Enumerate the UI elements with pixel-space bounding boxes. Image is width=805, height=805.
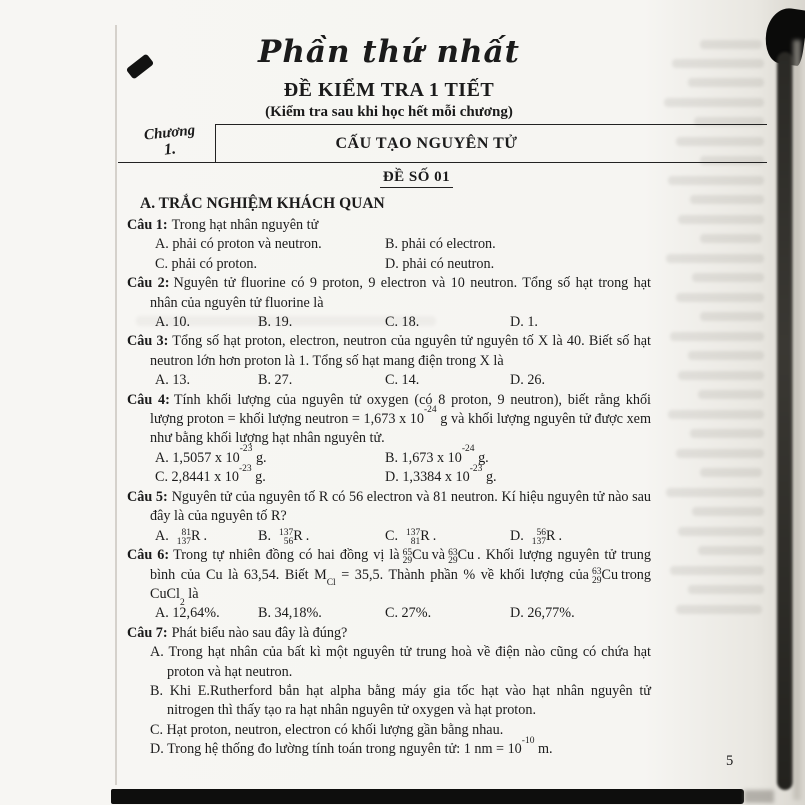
question-7-option-c: C. Hạt proton, neutron, electron có khối lượng gần bằng nhau. [150, 721, 504, 738]
exam-subtitle: (Kiểm tra sau khi học hết mỗi chương) [265, 104, 513, 120]
bleed-artifact [688, 351, 764, 360]
bleed-artifact [700, 40, 762, 49]
bleed-artifact [692, 507, 764, 516]
question-6 [127, 546, 651, 624]
question-6-stem: Trong tự nhiên đồng có hai đồng vị là 65 29 Cu và 63 29 Cu . Khối lượng nguyên tử trung bình của Cu là 63,54. Biết $M_{Cl} = 35,5$. Thành phần % về khối lượng của 63 29 Cu trong CuCl$_2$ là [150, 547, 651, 608]
atomic-number: 29 [591, 575, 602, 586]
bleed-artifact [678, 371, 764, 380]
bleed-artifact [666, 254, 764, 263]
question-6-option-b: B. 34,18%. [258, 605, 322, 622]
element-symbol: R [293, 527, 303, 544]
question-2-options [150, 313, 651, 332]
scan-bar-bottom [111, 789, 744, 804]
bleed-artifact [676, 449, 764, 458]
bleed-artifact [692, 273, 764, 282]
isotope-notation [177, 527, 201, 547]
bleed-artifact [698, 390, 764, 399]
exponent: -23 [469, 463, 483, 474]
mass-number: 56 [536, 528, 547, 538]
bleed-artifact [700, 468, 762, 477]
questions-content [127, 216, 651, 760]
question-5-option-c: C. 137 81 R . [385, 527, 437, 547]
question-4-stem: Tính khối lượng của nguyên tử oxygen (có 8 proton, 9 neutron), biết rằng khối lượng proton = khối lượng neutron = 1,673 x $10^{-24}$ g và khối lượng nguyên tử được xem như bằng khối lượng hạt nhân nguyên tử. [150, 391, 652, 447]
option-letter: D. [510, 527, 524, 544]
page-edge-line [115, 25, 117, 785]
atomic-number: 81 [410, 536, 421, 547]
question-3 [127, 332, 651, 390]
question-7 [127, 624, 651, 760]
question-4-option-c: C. 2,8441 x $10^{-23}$ g. [155, 463, 266, 486]
question-1-stem: Trong hạt nhân nguyên tử [171, 217, 319, 233]
mass-number: 81 [181, 528, 192, 538]
question-6-options [150, 604, 651, 623]
question-6-option-a: A. 12,64%. [155, 605, 220, 622]
question-1-label: Câu 1: [127, 217, 168, 233]
mass-number: 137 [406, 528, 421, 538]
element-symbol: R [420, 527, 430, 544]
page-number: 5 [726, 753, 734, 769]
question-2 [127, 274, 651, 332]
exponent: -24 [423, 405, 437, 416]
bleed-artifact [690, 429, 764, 438]
question-5-option-d: D. 56 137 R . [510, 527, 563, 547]
question-4-label: Câu 4: [127, 391, 170, 408]
question-2-option-c: C. 18. [385, 314, 420, 331]
scan-smudge-bottom-right [744, 790, 774, 803]
bleed-artifact [668, 410, 764, 419]
element-symbol: Cu [601, 566, 619, 583]
bleed-artifact [666, 488, 764, 497]
mass-number: 65 [402, 547, 413, 558]
element-symbol: Cu [457, 547, 475, 563]
element-symbol: R [191, 527, 201, 544]
chapter-header-box [118, 124, 767, 163]
section-a-title: A. TRẮC NGHIỆM KHÁCH QUAN [140, 195, 385, 212]
subscript: Cl [326, 578, 336, 589]
bleed-artifact [678, 527, 764, 536]
isotope-notation [592, 566, 618, 586]
atomic-number: 29 [448, 556, 458, 566]
chapter-number: 1. [163, 140, 177, 159]
book-spine-shadow [777, 52, 793, 790]
question-4-options [150, 444, 651, 488]
question-5-option-a: A. 81 137 R . [155, 527, 208, 547]
question-2-option-d: D. 1. [510, 314, 538, 331]
question-3-options [150, 371, 651, 390]
chapter-title: CẤU TẠO NGUYÊN TỬ [215, 124, 767, 162]
question-2-label: Câu 2: [127, 275, 170, 292]
option-letter: C. [385, 527, 399, 544]
bleed-artifact [700, 234, 762, 243]
question-6-label: Câu 6: [127, 547, 170, 563]
question-7-label: Câu 7: [127, 624, 168, 641]
question-4-option-a: A. 1,5057 x $10^{-23}$ g. [155, 444, 267, 466]
mass-number: 63 [448, 547, 458, 558]
bleed-artifact [670, 332, 764, 341]
question-7-option-a: A. Trong hạt nhân của bất kì một nguyên tử trung hoà về điện nào cũng có chứa hạt proton và hạt neutron. [150, 644, 651, 680]
option-letter: A. [155, 527, 169, 544]
question-3-stem: Tổng số hạt proton, electron, neutron của nguyên tử nguyên tố X là 40. Biết số hạt neutron lớn hơn proton là 1. Tổng số hạt mang điện trong X là [150, 333, 651, 369]
bleed-artifact [670, 566, 764, 575]
book-spine-shadow-outer [793, 40, 801, 800]
question-1-option-d: D. phải có neutron. [385, 255, 495, 272]
question-5-options [150, 527, 651, 547]
bleed-artifact [672, 59, 764, 68]
atomic-number: 137 [176, 536, 192, 547]
subscript: 2 [179, 597, 185, 608]
bleed-artifact [676, 293, 764, 302]
question-7-option-b: B. Khi E.Rutherford bắn hạt alpha bằng máy gia tốc hạt vào hạt nhân nguyên tử nitrogen thì thấy tạo ra hạt nhân nguyên tử oxygen và hạt proton. [150, 683, 651, 719]
bleed-artifact [698, 546, 764, 555]
element-symbol: Cu [412, 547, 429, 563]
question-4-option-b: B. 1,673 x $10^{-24}$ g. [385, 444, 489, 466]
question-3-option-d: D. 26. [510, 372, 546, 389]
question-3-option-b: B. 27. [258, 372, 293, 389]
exponent: -10 [521, 735, 535, 746]
bleed-artifact [700, 312, 764, 321]
isotope-notation [403, 546, 429, 566]
atomic-number: 137 [531, 536, 547, 547]
atomic-number: 29 [402, 556, 413, 566]
question-2-stem: Nguyên tử fluorine có 9 proton, 9 electron và 10 neutron. Tổng số hạt trong hạt nhân của nguyên tử fluorine là [150, 275, 651, 311]
bleed-artifact [676, 605, 762, 614]
bleed-artifact [688, 585, 764, 594]
question-3-label: Câu 3: [127, 333, 169, 350]
element-symbol: R [546, 527, 556, 544]
question-5 [127, 488, 651, 546]
question-7-stem: Phát biểu nào sau đây là đúng? [171, 624, 348, 641]
question-1-option-b: B. phải có electron. [385, 236, 496, 253]
isotope-notation [532, 527, 556, 547]
question-6-option-c: C. 27%. [385, 605, 432, 622]
question-4-option-d: D. 1,3384 x $10^{-23}$ g. [385, 463, 497, 486]
exam-number-wrap [127, 168, 651, 188]
question-5-label: Câu 5: [127, 488, 168, 505]
exam-title: ĐỀ KIỂM TRA 1 TIẾT [283, 79, 495, 101]
exam-number: ĐỀ SỐ 01 [380, 169, 453, 188]
question-7-option-d: D. Trong hệ thống đo lường tính toán trong nguyên tử: 1 nm = $10^{-10}$ m. [150, 735, 553, 758]
atomic-number: 56 [283, 536, 294, 547]
mass-number: 63 [591, 567, 602, 577]
mass-number: 137 [279, 528, 294, 538]
chapter-cell [118, 124, 215, 162]
exponent: -23 [239, 444, 253, 455]
isotope-notation [279, 527, 303, 547]
question-5-option-b: B. 137 56 R . [258, 527, 310, 547]
option-letter: B. [258, 527, 272, 544]
question-1-option-a: A. phải có proton và neutron. [155, 236, 322, 253]
question-1 [127, 216, 651, 274]
question-3-option-c: C. 14. [385, 372, 420, 389]
question-5-stem: Nguyên tử của nguyên tố R có 56 electron và 81 neutron. Kí hiệu nguyên tử nào sau đây là của nguyên tố R? [150, 488, 651, 525]
question-1-options [150, 235, 651, 274]
isotope-notation [406, 527, 430, 547]
chapter-label: Chương [143, 122, 196, 144]
exponent: -23 [238, 463, 252, 474]
bleed-artifact [668, 176, 764, 185]
exponent: -24 [461, 444, 475, 455]
isotope-notation [448, 546, 474, 566]
question-1-option-c: C. phải có proton. [155, 255, 258, 272]
bleed-artifact [678, 215, 764, 224]
question-2-option-a: A. 10. [155, 314, 191, 331]
question-3-option-a: A. 13. [155, 372, 191, 389]
part-title: Phần thứ nhất [258, 34, 520, 70]
question-6-option-d: D. 26,77%. [510, 605, 575, 622]
bleed-artifact [688, 78, 764, 87]
question-2-option-b: B. 19. [258, 314, 293, 331]
question-4 [127, 391, 651, 488]
bleed-artifact [690, 195, 764, 204]
bleed-artifact [664, 98, 764, 107]
